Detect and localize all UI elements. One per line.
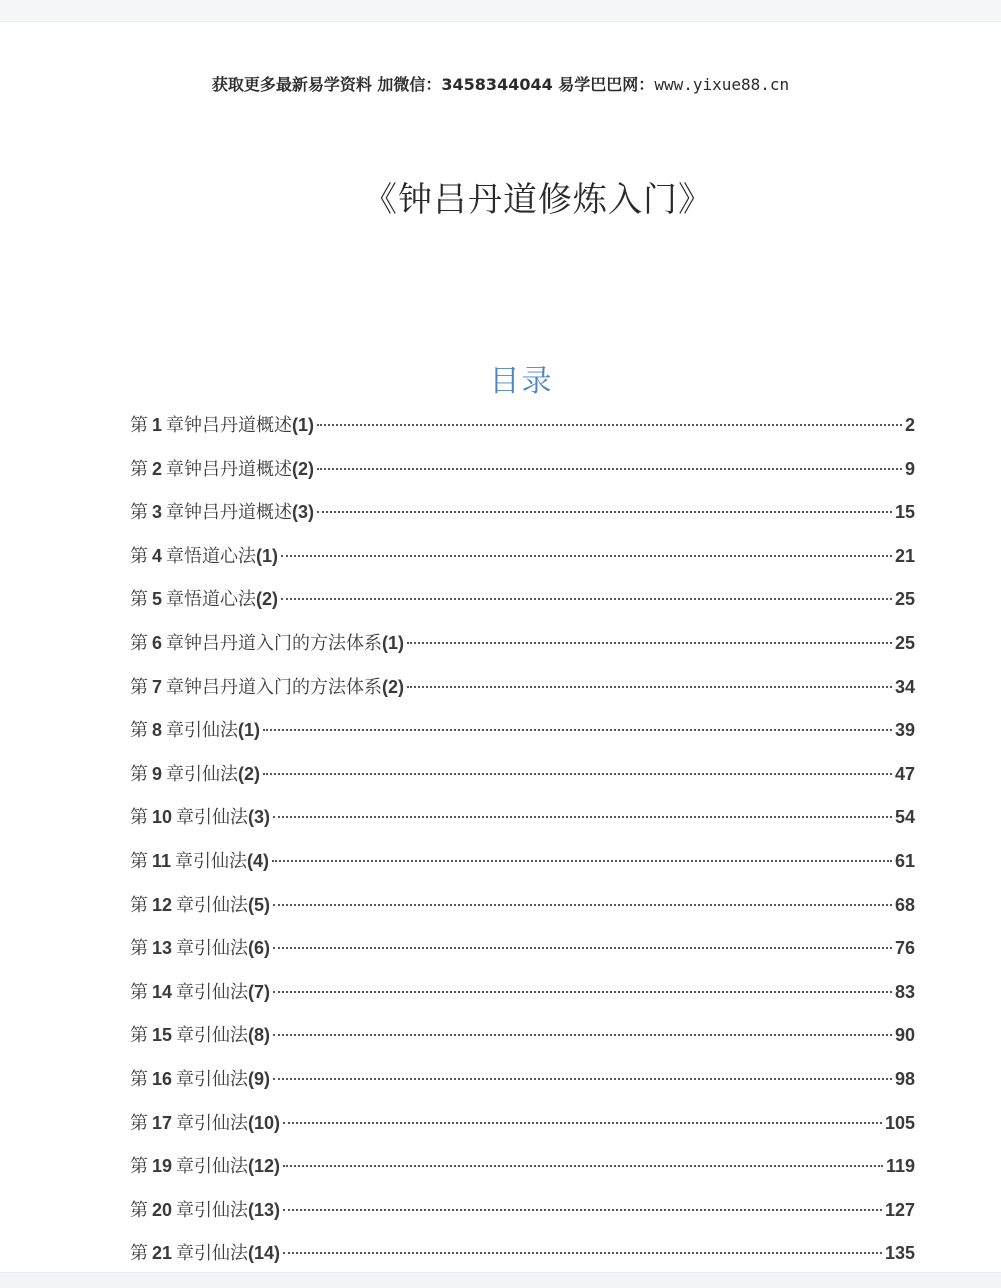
watermark-header: [0, 72, 1001, 95]
toc-entry[interactable]: [130, 454, 915, 498]
toc-entry[interactable]: [130, 410, 915, 454]
table-of-contents: [130, 410, 915, 1282]
toc-page-number: 61: [894, 850, 915, 871]
toc-entry-label: 第 5 章悟道心法(2): [130, 589, 279, 611]
toc-entry[interactable]: [130, 715, 915, 759]
toc-entry-label: 第 6 章钟吕丹道入门的方法体系(1): [130, 632, 405, 654]
toc-entry-label: 第 15 章引仙法(8): [130, 1025, 271, 1047]
toc-entry-label: 第 10 章引仙法(3): [130, 807, 271, 829]
toc-page-number: 9: [904, 458, 915, 479]
toc-entry-label: 第 7 章钟吕丹道入门的方法体系(2): [130, 676, 405, 698]
dot-leader: [317, 511, 892, 513]
toc-page-number: 68: [894, 894, 915, 915]
toc-entry[interactable]: [130, 628, 915, 672]
document-title: 《钟吕丹道修炼入门》: [363, 180, 713, 220]
toc-entry[interactable]: [130, 977, 915, 1021]
toc-entry[interactable]: [130, 541, 915, 585]
toc-page-number: 90: [894, 1025, 915, 1046]
toc-entry[interactable]: [130, 802, 915, 846]
dot-leader: [283, 1122, 882, 1124]
dot-leader: [281, 598, 892, 600]
toc-entry-label: 第 12 章引仙法(5): [130, 894, 271, 916]
toc-page-number: 25: [894, 632, 915, 653]
dot-leader: [273, 991, 892, 993]
toc-entry-label: 第 2 章钟吕丹道概述(2): [130, 458, 315, 480]
toc-entry-label: 第 19 章引仙法(12): [130, 1156, 281, 1178]
toc-heading: 目录: [489, 364, 554, 399]
toc-page-number: 83: [894, 981, 915, 1002]
toc-entry-label: 第 21 章引仙法(14): [130, 1243, 281, 1265]
toc-entry-label: 第 14 章引仙法(7): [130, 981, 271, 1003]
toc-entry-label: 第 17 章引仙法(10): [130, 1112, 281, 1134]
toc-entry[interactable]: [130, 1195, 915, 1239]
toc-page-number: 127: [884, 1199, 915, 1220]
toc-entry-label: 第 1 章钟吕丹道概述(1): [130, 415, 315, 436]
dot-leader: [317, 468, 902, 470]
toc-entry[interactable]: [130, 1064, 915, 1108]
watermark-text: 获取更多最新易学资料 加微信：3458344044 易学巴巴网：: [211, 75, 655, 94]
toc-entry-label: 第 16 章引仙法(9): [130, 1068, 271, 1090]
toc-entry[interactable]: [130, 933, 915, 977]
dot-leader: [317, 424, 902, 426]
dot-leader: [273, 816, 892, 818]
dot-leader: [283, 1165, 883, 1167]
toc-page-number: 135: [884, 1243, 915, 1264]
toc-entry[interactable]: [130, 584, 915, 628]
toc-entry[interactable]: [130, 759, 915, 803]
toc-entry[interactable]: [130, 890, 915, 934]
toc-entry[interactable]: [130, 672, 915, 716]
dot-leader: [273, 904, 892, 906]
dot-leader: [283, 1252, 882, 1254]
toc-page-number: 21: [894, 545, 915, 566]
toc-page-number: 47: [894, 763, 915, 784]
toc-entry-label: 第 8 章引仙法(1): [130, 720, 261, 742]
toc-entry-label: 第 3 章钟吕丹道概述(3): [130, 502, 315, 524]
toc-entry-label: 第 4 章悟道心法(1): [130, 545, 279, 567]
dot-leader: [281, 555, 892, 557]
dot-leader: [263, 729, 892, 731]
toc-page-number: 105: [884, 1112, 915, 1133]
toc-entry[interactable]: [130, 1108, 915, 1152]
toc-page-number: 15: [894, 502, 915, 523]
toc-entry-label: 第 20 章引仙法(13): [130, 1199, 281, 1221]
dot-leader: [407, 686, 892, 688]
toc-page-number: 39: [894, 720, 915, 741]
dot-leader: [283, 1209, 882, 1211]
dot-leader: [272, 860, 892, 862]
toc-entry-label: 第 9 章引仙法(2): [130, 763, 261, 785]
dot-leader: [407, 642, 892, 644]
toc-entry-label: 第 11 章引仙法(4): [130, 850, 270, 872]
toc-page-number: 54: [894, 807, 915, 828]
toc-entry[interactable]: [130, 497, 915, 541]
toc-page-number: 25: [894, 589, 915, 610]
watermark-url: www.yixue88.cn: [654, 75, 790, 94]
dot-leader: [263, 773, 892, 775]
toc-page-number: 2: [904, 415, 915, 435]
viewer-top-bar: [0, 0, 1001, 22]
toc-page-number: 98: [894, 1068, 915, 1089]
dot-leader: [273, 947, 892, 949]
dot-leader: [273, 1078, 892, 1080]
toc-page-number: 119: [885, 1156, 915, 1177]
toc-entry[interactable]: [130, 1151, 915, 1195]
toc-entry-label: 第 13 章引仙法(6): [130, 938, 271, 960]
toc-page-number: 76: [894, 938, 915, 959]
toc-entry[interactable]: [130, 846, 915, 890]
toc-page-number: 34: [894, 676, 915, 697]
viewer-bottom-bar: [0, 1272, 1001, 1288]
dot-leader: [273, 1034, 892, 1036]
toc-entry[interactable]: [130, 1020, 915, 1064]
